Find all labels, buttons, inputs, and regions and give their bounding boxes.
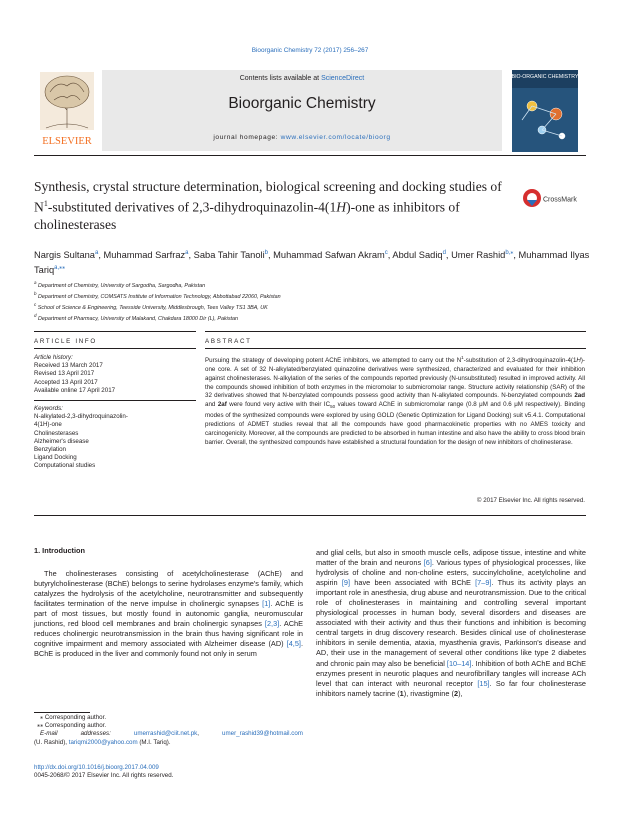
email-owner: (U. Rashid), (34, 738, 68, 746)
doi-block (34, 764, 303, 780)
intro-text: . So far four cholinesterase inhibitors namely tacrine ( (316, 678, 587, 698)
email-line-2 (34, 739, 303, 747)
article-info-heading: ARTICLE INFO (34, 338, 97, 345)
email-line: E-mail addresses: umerrashid@ciit.net.pk, umer_rashid39@hotmail.com (40, 730, 303, 738)
author-affiliation-mark[interactable]: a,⁎⁎ (54, 265, 66, 272)
abstract-subscript: 50 (330, 404, 336, 410)
email-link[interactable]: umer_rashid39@hotmail.com (222, 730, 303, 738)
abstract-heading: ABSTRACT (205, 338, 252, 345)
affiliation-mark: c (34, 302, 37, 307)
copyright-notice: © 2017 Elsevier Inc. All rights reserved. (476, 497, 585, 504)
intro-text: . AChE reduces cholinergic neurotransmission in the brain thus having significant role in cognitive impairment and memory associated with Alzheimer disease (AD) (34, 619, 303, 649)
author-name[interactable]: Muhammad Sarfraz (103, 250, 186, 261)
keywords-label: Keywords: (34, 405, 63, 413)
title-part-1: Synthesis, crystal structure determination, biological screening and docking studies of N (34, 179, 502, 215)
intro-text: ), (458, 688, 463, 698)
affiliation-mark: b (34, 291, 37, 296)
author-item: Muhammad Sarfraz$^a$, (103, 250, 194, 261)
email-link[interactable]: tariqmi2000@yahoo.com (68, 738, 138, 746)
compound-number: 2 (453, 688, 459, 698)
author-affiliation-mark[interactable]: b,⁎ (505, 250, 514, 256)
author-name[interactable]: Muhammad Ilyas Tariq (34, 250, 590, 276)
author-name[interactable]: Saba Tahir Tanoli (193, 250, 265, 261)
article-title (34, 178, 509, 233)
abstract-text-3: )-one core. A set of 32 N-alkylated/benzylated quinazoline derivatives were synthesized, characterized and evaluated for their inhibition against cholinesterases. N-alkylation of the series of the compounds reported previously (N-unsubstituted) resulted in improved activity. All the compounds showed inhibition of both enzymes in the micromolar to submicromolar range. Structure activity relationship (SAR) of the 32 derivatives showed that N-benzylated compounds possess good activity than N-alkylated compounds. N-benzylated compounds (205, 357, 585, 400)
author-name[interactable]: Umer Rashid (451, 250, 506, 261)
abstract-text-4: and (205, 401, 218, 409)
keyword-item: Benzylation (34, 446, 66, 454)
info-head-rule (34, 348, 196, 349)
intro-text: . AChE is part of most tissues, but mostly found in autonomic ganglia, neuromuscular junctions, red blood cell membranes and brain cholinergic synapses (34, 599, 303, 629)
affiliation-item (34, 301, 594, 312)
info-mid-rule (34, 400, 196, 401)
author-affiliation-mark[interactable]: d (442, 250, 446, 256)
citation-link[interactable]: [15] (477, 678, 490, 688)
history-entry: Received 13 March 2017 (34, 362, 103, 370)
intro-text: ), rivastigmine ( (403, 688, 454, 698)
doi-link[interactable]: http://dx.doi.org/10.1016/j.bioorg.2017.04.009 (34, 764, 159, 771)
email-link[interactable]: umerrashid@ciit.net.pk (133, 730, 198, 738)
citation-link[interactable]: [1] (262, 599, 271, 609)
affiliation-text: Department of Pharmacy, University of Malakand, Chakdara 18000 Dir (L), Pakistan (38, 315, 239, 322)
issn-line: 0045-2068/© 2017 Elsevier Inc. All rights reserved. (34, 772, 174, 780)
affiliation-text: Department of Chemistry, COMSATS Institute of Information Technology, Abbottabad 22060, Pakistan (38, 293, 281, 300)
header-divider (34, 155, 586, 156)
intro-text: have been associated with BChE (350, 578, 476, 588)
info-top-rule (34, 331, 196, 332)
affiliation-list (34, 279, 594, 323)
citation-link[interactable]: [6] (423, 558, 432, 568)
abstract-bottom-rule (34, 515, 586, 516)
corresponding-author-1: ⁎ Corresponding author. (40, 714, 107, 721)
abstract-superscript: 1 (461, 355, 464, 360)
homepage-prefix: journal homepage: (213, 134, 281, 141)
journal-citation-link[interactable]: Bioorganic Chemistry 72 (2017) 256–267 (251, 47, 369, 54)
intro-text: The cholinesterases consisting of acetylcholinesterase (AChE) and butyrylcholinesterase (BChE) belongs to serine hydrolases enzyme's family, which catalyzes the hydrolysis of the acetylcholine, neurotransmitter and subsequently facilitates termination of the nerve impulse in cholinergic synapses (34, 569, 303, 609)
compound-2af: 2af (217, 401, 227, 409)
sciencedirect-link[interactable]: ScienceDirect (321, 75, 365, 82)
journal-cover-image (512, 70, 578, 152)
affiliation-item (34, 312, 594, 323)
intro-text: and glial cells, but also in smooth muscle cells, adipose tissue, intestine and white matter of the brain and neurons (316, 548, 586, 568)
intro-text: . Various types of physiological processes, like hydrolysis of choline and non-choline esters, succinylcholine, acetylcholine and aspirin (316, 558, 586, 588)
title-part-2: -substituted derivatives of 2,3-dihydroquinazolin-4(1 (47, 199, 337, 215)
email-label: E-mail addresses: (40, 730, 111, 738)
author-item: Saba Tahir Tanoli$^b$, (193, 250, 274, 261)
citation-link[interactable]: [9] (341, 578, 351, 588)
compound-2ad: 2ad (574, 392, 585, 400)
history-entry: Accepted 13 April 2017 (34, 378, 98, 386)
elsevier-tree-logo (34, 70, 100, 148)
keyword-item: Computational studies (34, 462, 96, 470)
journal-homepage-line (102, 134, 502, 141)
abstract-head-rule (205, 348, 586, 349)
affiliation-mark: a (34, 280, 37, 285)
title-part-3: )-one as inhibitors of cholinesterases (34, 199, 460, 232)
intro-text: . Inhibition of both AChE and BChE enzymes present in neurotic plaques and neurofibrillary tangles will increase ACh level that can interact with neuronal receptor (316, 658, 586, 688)
author-affiliation-mark[interactable]: c (384, 250, 388, 256)
abstract-text-6: values toward AChE in submicromolar range (0.8 μM and 0.6 μM respectively). Binding modes of the synthesized compounds were explored by using GOLD (Genetic Optimization for Ligand Docking) suit v5.4.1. Computational predictions of ADMET studies reveal that all the compounds have good pharmacokinetic properties with no AMES toxicity and carcinogenicity. Moreover, all the compounds are predicted to be absorbed in human intestine and also have the ability to cross blood brain barrier. Overall, the synthesized compounds have established a structural foundation for the design of new inhibitors of cholinesterase. (205, 401, 585, 446)
affiliation-text: School of Science & Engineering, Teesside University, Middlesbrough, Tees Valley TS1 3BA, UK (37, 304, 268, 311)
keyword-item: Alzheimer's disease (34, 437, 89, 445)
keyword-item: Ligand Docking (34, 454, 77, 462)
cover-title-text: BIO-ORGANIC CHEMISTRY (512, 74, 578, 80)
citation-link[interactable]: [4,5] (286, 639, 301, 649)
history-entry: Revised 13 April 2017 (34, 370, 95, 378)
author-affiliation-mark[interactable]: a (185, 250, 189, 256)
abstract-italic-h: H (576, 357, 581, 365)
intro-column-left (34, 569, 303, 659)
author-affiliation-mark[interactable]: a (94, 250, 99, 256)
history-entry: Available online 17 April 2017 (34, 386, 116, 394)
title-italic-h: H (336, 199, 347, 215)
author-name[interactable]: Abdul Sadiq (392, 250, 443, 261)
abstract-top-rule (205, 331, 586, 332)
contents-prefix: Contents lists available at (239, 75, 322, 82)
section-heading-introduction: 1. Introduction (34, 546, 85, 555)
abstract-text-5: were found very active with their IC (226, 401, 331, 409)
author-item: Muhammad Safwan Akram$^c$, (273, 250, 393, 261)
author-list (34, 247, 594, 277)
affiliation-item (34, 279, 594, 290)
journal-title: Bioorganic Chemistry (228, 95, 376, 112)
author-name[interactable]: Nargis Sultana (34, 250, 95, 261)
compound-number: 1 (399, 688, 404, 698)
intro-column-right (316, 548, 586, 699)
crossmark-label: CrossMark (543, 196, 577, 204)
keyword-item: N-alkylated-2,3-dihydroquinazolin-4(1H)-one (34, 413, 128, 429)
author-item: Umer Rashid$^{b,⁎}$, (451, 250, 519, 261)
contents-available-line (102, 75, 502, 82)
keyword-item: Cholinesterases (34, 429, 79, 437)
footnotes (34, 714, 303, 747)
citation-link[interactable]: [7–9] (475, 578, 492, 588)
author-item: Nargis Sultana$^a$, (34, 250, 104, 261)
elsevier-wordmark: ELSEVIER (42, 136, 92, 147)
affiliation-mark: d (34, 313, 37, 318)
email-owner: (M.I. Tariq). (139, 738, 171, 746)
title-superscript: 1 (43, 199, 48, 209)
affiliation-item (34, 290, 594, 301)
abstract-paragraph (205, 354, 585, 448)
abstract-text-2: -substitution of 2,3-dihydroquinazolin-4(1 (463, 357, 577, 365)
article-info-block (34, 354, 196, 471)
abstract-text-1: Pursuing the strategy of developing potent AChE inhibitors, we attempted to carry out the N (205, 357, 462, 365)
citation-link[interactable]: [2,3] (264, 619, 280, 629)
corresponding-author-2: ⁎⁎ Corresponding author. (37, 722, 107, 730)
author-item: Abdul Sadiq$^d$, (392, 250, 452, 261)
intro-text: . BChE is produced in the liver and commonly found not only in serum (34, 639, 303, 659)
affiliation-text: Department of Chemistry, University of Sargodha, Sargodha, Pakistan (38, 282, 206, 289)
citation-link[interactable]: [10–14] (446, 658, 472, 668)
footnote-rule (34, 712, 90, 713)
author-name[interactable]: Muhammad Safwan Akram (273, 250, 385, 261)
author-affiliation-mark[interactable]: b (264, 250, 268, 256)
homepage-url-link[interactable]: www.elsevier.com/locate/bioorg (280, 134, 391, 141)
history-label: Article history: (34, 354, 73, 361)
crossmark-badge[interactable] (520, 186, 582, 210)
intro-text: . Thus its activity plays an important role in anesthesia, drug abuse and neurotransmission. Due to the critical role of cholinesterases in maintaining and controlling several important physiological processes in human body, several disorders and diseases are associated with their activity and thus their functions and inhibition is becoming central targets in drug discovery research. Besides clinical use of cholinesterase inhibitors in senile dementia, ataxia, myasthenia gravis, Parkinson's disease and AD, their use in the management of several other conditions like type 2 diabetes and chronic pain may also be beneficial (316, 578, 586, 668)
